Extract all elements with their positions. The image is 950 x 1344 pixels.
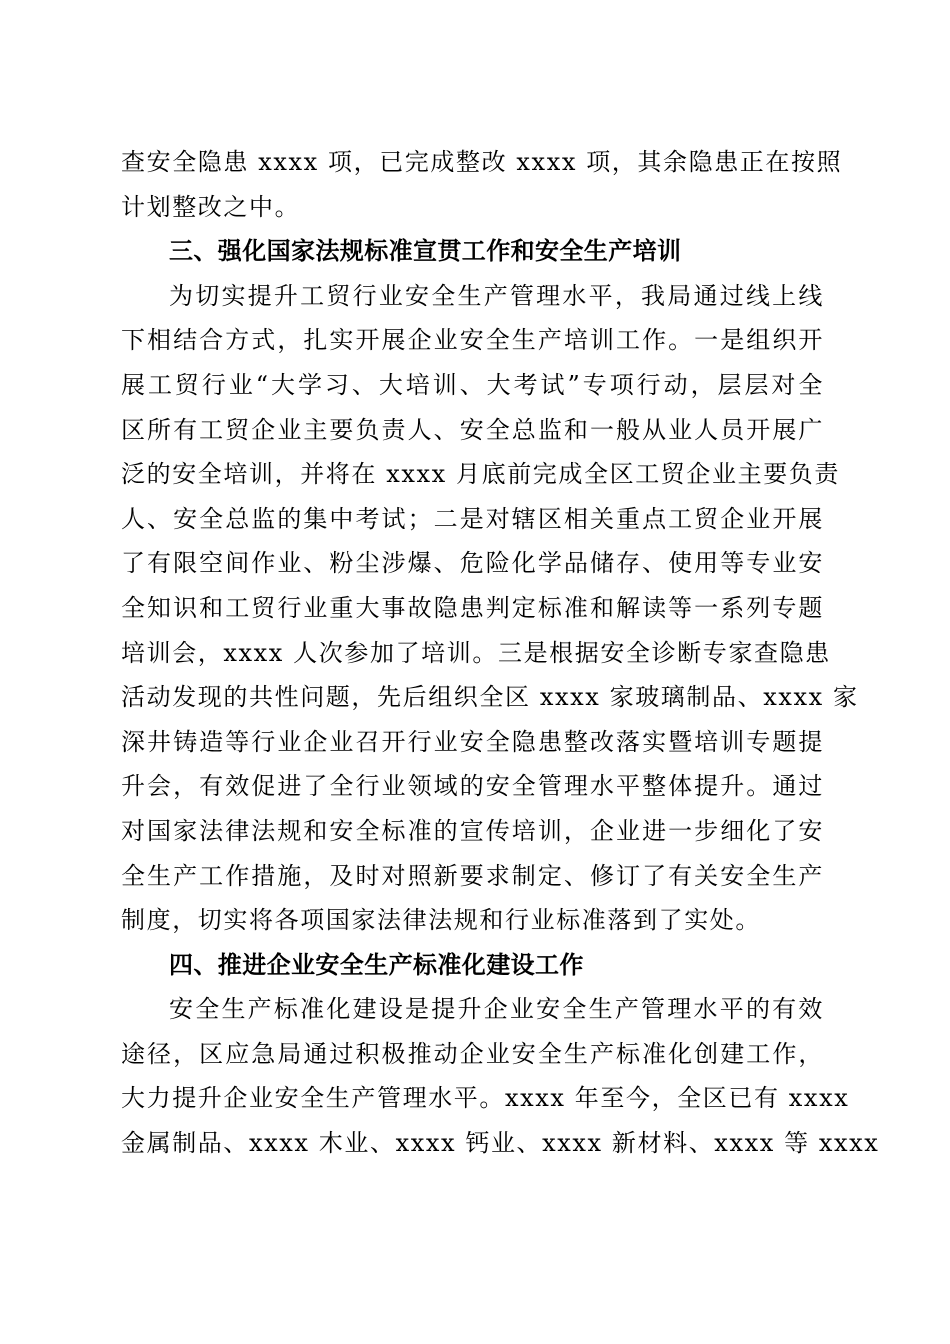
paragraph-line: 途径，区应急局通过积极推动企业安全生产标准化创建工作，	[121, 1039, 824, 1068]
paragraph-line: 全知识和工贸行业重大事故隐患判定标准和解读等一系列专题	[121, 593, 824, 622]
paragraph-line: 深井铸造等行业企业召开行业安全隐患整改落实暨培训专题提	[121, 727, 824, 756]
paragraph-line: 了有限空间作业、粉尘涉爆、危险化学品储存、使用等专业安	[121, 549, 824, 578]
paragraph-line: 下相结合方式，扎实开展企业安全生产培训工作。一是组织开	[121, 326, 824, 355]
section-heading-3: 三、强化国家法规标准宣贯工作和安全生产培训	[169, 237, 682, 266]
paragraph-line: 培训会，xxxx 人次参加了培训。三是根据安全诊断专家查隐患	[121, 638, 831, 667]
paragraph-line: 升会，有效促进了全行业领域的安全管理水平整体提升。通过	[121, 772, 824, 801]
document-body	[121, 140, 880, 1166]
paragraph-line: 大力提升企业安全生产管理水平。xxxx 年至今，全区已有 xxxx	[121, 1084, 850, 1113]
paragraph-line: 安全生产标准化建设是提升企业安全生产管理水平的有效	[169, 995, 824, 1024]
paragraph-line: 计划整改之中。	[121, 192, 301, 221]
paragraph-line: 全生产工作措施，及时对照新要求制定、修订了有关安全生产	[121, 861, 824, 890]
paragraph-line: 区所有工贸企业主要负责人、安全总监和一般从业人员开展广	[121, 415, 824, 444]
paragraph-line: 为切实提升工贸行业安全生产管理水平，我局通过线上线	[169, 281, 824, 310]
paragraph-line: 金属制品、xxxx 木业、xxxx 钙业、xxxx 新材料、xxxx 等 xxxx	[121, 1129, 880, 1158]
paragraph-line: 泛的安全培训，并将在 xxxx 月底前完成全区工贸企业主要负责	[121, 460, 840, 489]
section-heading-4: 四、推进企业安全生产标准化建设工作	[169, 950, 584, 979]
paragraph-line: 展工贸行业“大学习、大培训、大考试”专项行动，层层对全	[121, 370, 824, 399]
paragraph-line: 活动发现的共性问题，先后组织全区 xxxx 家玻璃制品、xxxx 家	[121, 683, 859, 712]
paragraph-line: 查安全隐患 xxxx 项，已完成整改 xxxx 项，其余隐患正在按照	[121, 148, 843, 176]
paragraph-line: 对国家法律法规和安全标准的宣传培训，企业进一步细化了安	[121, 816, 824, 845]
paragraph-line: 人、安全总监的集中考试；二是对辖区相关重点工贸企业开展	[121, 504, 824, 533]
paragraph-line: 制度，切实将各项国家法律法规和行业标准落到了实处。	[121, 906, 761, 935]
